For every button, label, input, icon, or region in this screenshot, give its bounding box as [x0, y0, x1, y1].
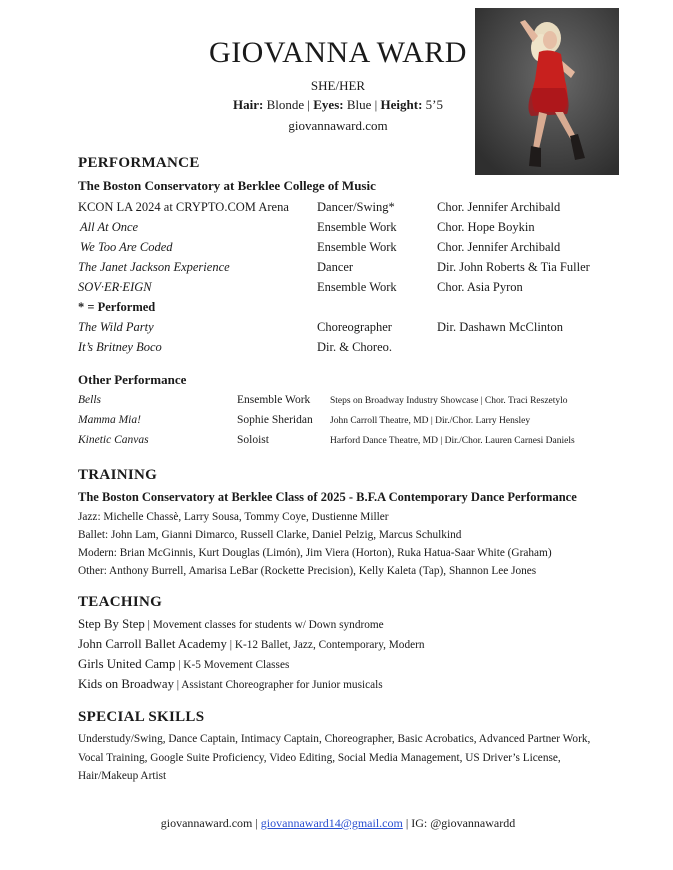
performance-row	[0, 260, 673, 278]
performance-role: Ensemble Work	[317, 240, 397, 254]
teaching-item	[78, 657, 289, 672]
performance-row	[0, 320, 673, 338]
other-role: Soloist	[237, 434, 269, 446]
performance-title: We Too Are Coded	[80, 240, 173, 254]
physical-stats: Hair: Blonde | Eyes: Blue | Height: 5’5	[233, 97, 443, 112]
performance-row	[0, 200, 673, 218]
other-performance-row	[0, 394, 673, 412]
performance-credit: Chor. Jennifer Archibald	[437, 200, 561, 214]
training-school: The Boston Conservatory at Berklee Class of 2025 - B.F.A Contemporary Dance Performance	[78, 490, 577, 504]
training-heading: TRAINING	[78, 467, 158, 483]
other-performance-heading: Other Performance	[78, 372, 187, 387]
hair-value: Blonde	[266, 97, 305, 112]
performance-title: It’s Britney Boco	[78, 340, 162, 354]
performance-school: The Boston Conservatory at Berklee College of Music	[78, 178, 376, 193]
performance-role: Dir. & Choreo.	[317, 340, 392, 354]
performance-title: KCON LA 2024 at CRYPTO.COM Arena	[78, 200, 289, 214]
performance-credit: Dir. Dashawn McClinton	[437, 320, 564, 334]
teaching-detail: | Movement classes for students w/ Down syndrome	[144, 619, 384, 631]
teaching-item	[78, 617, 384, 632]
other-role: Ensemble Work	[237, 394, 311, 406]
performance-title: The Janet Jackson Experience	[78, 260, 230, 274]
teaching-name: John Carroll Ballet Academy	[78, 637, 227, 651]
teaching-detail: | Assistant Choreographer for Junior musicals	[173, 679, 383, 691]
performance-row	[0, 220, 673, 238]
performance-row	[0, 340, 673, 358]
other-credit: Steps on Broadway Industry Showcase | Chor. Traci Reszetylo	[330, 396, 568, 406]
other-credit: Harford Dance Theatre, MD | Dir./Chor. Lauren Carnesi Daniels	[330, 436, 575, 446]
pronouns: SHE/HER	[310, 78, 366, 93]
other-performance-row	[0, 414, 673, 432]
performance-credit: Chor. Asia Pyron	[437, 280, 523, 294]
eyes-value: Blue	[346, 97, 372, 112]
dancer-illustration	[475, 8, 619, 175]
teaching-item	[78, 637, 425, 652]
other-title: Bells	[78, 394, 101, 406]
other-role: Sophie Sheridan	[237, 414, 313, 426]
performance-title: All At Once	[80, 220, 139, 234]
height-label: Height:	[380, 97, 423, 112]
teaching-detail: | K-5 Movement Classes	[175, 659, 290, 671]
headshot-photo	[475, 8, 619, 175]
footer-instagram: | IG: @giovannawardd	[402, 816, 516, 830]
footer-separator: |	[252, 816, 261, 830]
performance-title: SOV·ER·EIGN	[78, 280, 152, 294]
performed-note-text: * = Performed	[78, 300, 156, 314]
performance-heading: PERFORMANCE	[78, 155, 200, 171]
other-credit: John Carroll Theatre, MD | Dir./Chor. Larry Hensley	[330, 416, 531, 426]
other-performance-row	[0, 434, 673, 452]
teaching-detail: | K-12 Ballet, Jazz, Contemporary, Modern	[226, 639, 425, 651]
hair-label: Hair:	[233, 97, 264, 112]
skills-heading: SPECIAL SKILLS	[78, 709, 205, 725]
eyes-label: Eyes:	[313, 97, 344, 112]
other-title: Mamma Mia!	[78, 414, 141, 426]
training-line: Ballet: John Lam, Gianni Dimarco, Russell Clarke, Daniel Pelzig, Marcus Schulkind	[78, 529, 462, 541]
performance-role: Choreographer	[317, 320, 392, 334]
teaching-name: Girls United Camp	[78, 657, 176, 671]
resume-name: GIOVANNA WARD	[209, 36, 467, 69]
performance-credit: Chor. Jennifer Archibald	[437, 240, 561, 254]
performance-row	[0, 240, 673, 258]
training-line: Other: Anthony Burrell, Amarisa LeBar (Rockette Precision), Kelly Kaleta (Tap), Shannon Lee Jones	[78, 565, 537, 577]
training-line: Modern: Brian McGinnis, Kurt Douglas (Limón), Jim Viera (Horton), Ruka Hatua-Saar White (Graham)	[78, 547, 552, 559]
performance-role: Ensemble Work	[317, 280, 397, 294]
performed-note	[0, 300, 673, 318]
performance-role: Ensemble Work	[317, 220, 397, 234]
performance-credit: Chor. Hope Boykin	[437, 220, 535, 234]
footer	[0, 816, 673, 831]
other-title: Kinetic Canvas	[78, 434, 149, 446]
performance-credit: Dir. John Roberts & Tia Fuller	[437, 260, 590, 274]
teaching-item	[78, 677, 383, 692]
performance-role: Dancer	[317, 260, 354, 274]
footer-email-link[interactable]: giovannaward14@gmail.com	[260, 816, 403, 830]
performance-role: Dancer/Swing*	[317, 200, 395, 214]
training-line: Jazz: Michelle Chassè, Larry Sousa, Tommy Coye, Dustienne Miller	[78, 511, 389, 523]
skills-text: Understudy/Swing, Dance Captain, Intimacy Captain, Choreographer, Basic Acrobatics, Advanced Partner Work, Vocal Training, Google Suite Proficiency, Video Editing, Social Media Management, US Driver’s License, Hair/Makeup Artist	[78, 733, 591, 782]
teaching-name: Kids on Broadway	[78, 677, 174, 691]
teaching-name: Step By Step	[78, 617, 145, 631]
header-website: giovannaward.com	[288, 118, 388, 133]
teaching-heading: TEACHING	[78, 594, 163, 610]
performance-title: The Wild Party	[78, 320, 154, 334]
performance-row	[0, 280, 673, 298]
height-value: 5’5	[425, 97, 443, 112]
footer-website[interactable]: giovannaward.com	[160, 816, 253, 830]
